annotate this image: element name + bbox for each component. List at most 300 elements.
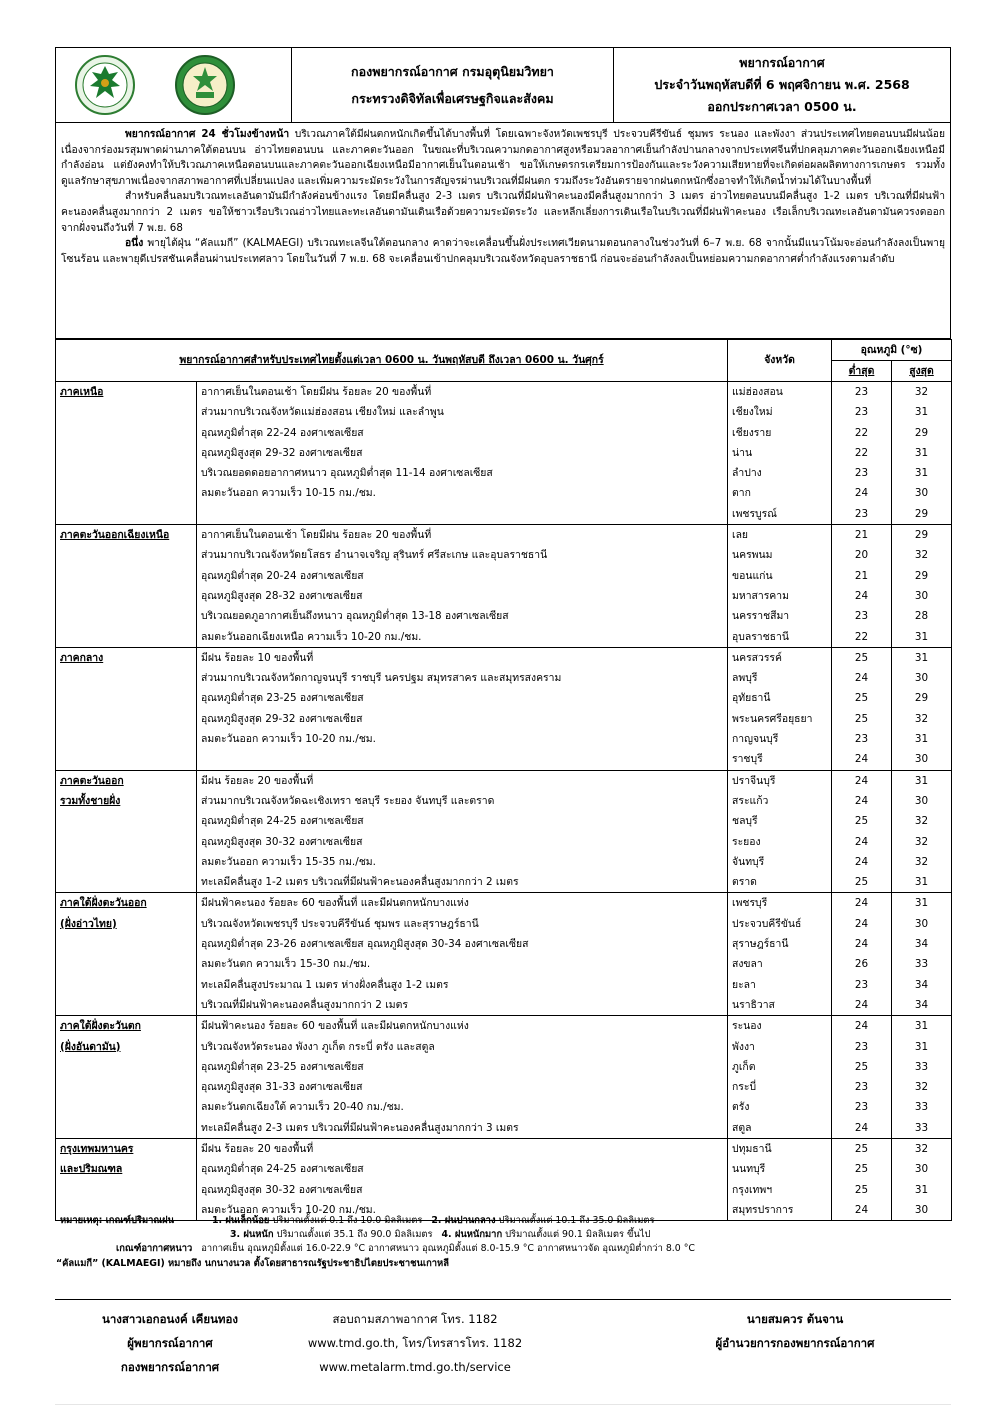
summary-paragraph-1 bbox=[61, 127, 945, 189]
max-temp-cell: 28 bbox=[892, 606, 952, 626]
province-cell: จันทบุรี bbox=[728, 852, 832, 872]
max-temp-cell: 31 bbox=[892, 770, 952, 791]
max-temp-cell: 30 bbox=[892, 791, 952, 811]
province-cell: ปราจีนบุรี bbox=[728, 770, 832, 791]
forecast-text-cell: บริเวณจังหวัดเพชรบุรี ประจวบคีรีขันธ์ ชุมพร และสุราษฎร์ธานี bbox=[197, 914, 728, 934]
rain-level-3: ปริมาณตั้งแต่ 35.1 ถึง 90.0 มิลลิเมตร bbox=[273, 1229, 433, 1241]
min-temp-cell: 24 bbox=[832, 1118, 892, 1139]
region-cell: ภาคตะวันออกเฉียงเหนือ bbox=[56, 525, 197, 546]
min-temp-cell: 25 bbox=[832, 1057, 892, 1077]
region-cell: (ฝั่งอ่าวไทย) bbox=[56, 914, 197, 934]
header bbox=[55, 47, 951, 123]
province-cell: เชียงราย bbox=[728, 423, 832, 443]
min-temp-cell: 22 bbox=[832, 627, 892, 648]
max-temp-cell: 31 bbox=[892, 463, 952, 483]
min-temp-cell: 23 bbox=[832, 1097, 892, 1117]
rain-criteria-label: หมายเหตุ: เกณฑ์ปริมาณฝน bbox=[60, 1215, 174, 1226]
min-temp-cell: 21 bbox=[832, 525, 892, 546]
max-temp-cell: 34 bbox=[892, 995, 952, 1016]
province-cell: นนทบุรี bbox=[728, 1159, 832, 1179]
max-temp-cell: 29 bbox=[892, 566, 952, 586]
contact-service-link[interactable]: www.metalarm.tmd.go.th/service bbox=[319, 1360, 511, 1374]
table-row bbox=[56, 975, 952, 995]
notes bbox=[56, 1214, 950, 1271]
storm-name-note bbox=[56, 1257, 950, 1271]
province-cell: น่าน bbox=[728, 443, 832, 463]
min-temp-cell: 23 bbox=[832, 729, 892, 749]
max-temp-cell: 31 bbox=[892, 402, 952, 422]
table-row bbox=[56, 709, 952, 729]
province-cell: สุราษฎร์ธานี bbox=[728, 934, 832, 954]
forecast-text-cell: อุณหภูมิสูงสุด 31-33 องศาเซลเซียส bbox=[197, 1077, 728, 1097]
province-cell: พังงา bbox=[728, 1037, 832, 1057]
region-cell bbox=[56, 832, 197, 852]
max-temp-cell: 31 bbox=[892, 1037, 952, 1057]
region-cell bbox=[56, 483, 197, 503]
table-row bbox=[56, 872, 952, 893]
min-temp-cell: 24 bbox=[832, 1016, 892, 1037]
min-temp-cell: 22 bbox=[832, 443, 892, 463]
cold-criteria-label: เกณฑ์อากาศหนาว bbox=[116, 1243, 193, 1255]
province-cell: ตรัง bbox=[728, 1097, 832, 1117]
max-temp-cell: 32 bbox=[892, 1077, 952, 1097]
region-cell bbox=[56, 1057, 197, 1077]
max-temp-cell: 30 bbox=[892, 668, 952, 688]
forecaster-name: นางสาวเอกอนงค์ เคียนทอง bbox=[101, 1312, 239, 1326]
table-row bbox=[56, 1016, 952, 1037]
min-temp-cell: 21 bbox=[832, 566, 892, 586]
province-cell: ราชบุรี bbox=[728, 749, 832, 770]
min-temp-cell: 25 bbox=[832, 811, 892, 831]
province-cell: แม่ฮ่องสอน bbox=[728, 382, 832, 403]
forecast-text-cell: ลมตะวันตกเฉียงใต้ ความเร็ว 20-40 กม./ชม. bbox=[197, 1097, 728, 1117]
contact-info bbox=[290, 1307, 540, 1379]
table-row bbox=[56, 627, 952, 648]
forecast-text-cell: อุณหภูมิสูงสุด 29-32 องศาเซลเซียส bbox=[197, 709, 728, 729]
forecast-text-cell: ส่วนมากบริเวณจังหวัดยโสธร อำนาจเจริญ สุรินทร์ ศรีสะเกษ และอุบลราชธานี bbox=[197, 545, 728, 565]
forecast-text-cell: อุณหภูมิต่ำสุด 23-25 องศาเซลเซียส bbox=[197, 1057, 728, 1077]
region-cell bbox=[56, 1180, 197, 1200]
region-cell: ภาคเหนือ bbox=[56, 382, 197, 403]
min-temp-cell: 25 bbox=[832, 1138, 892, 1159]
table-row bbox=[56, 483, 952, 503]
logo-cell bbox=[56, 48, 292, 122]
province-cell: นครพนม bbox=[728, 545, 832, 565]
min-temp-cell: 22 bbox=[832, 423, 892, 443]
province-cell: สตูล bbox=[728, 1118, 832, 1139]
min-temp-cell: 23 bbox=[832, 1077, 892, 1097]
title-line1: พยากรณ์อากาศ bbox=[739, 55, 825, 70]
max-temp-cell: 33 bbox=[892, 1097, 952, 1117]
min-temp-cell: 25 bbox=[832, 709, 892, 729]
region-cell bbox=[56, 566, 197, 586]
rain-level-2-label: 2. ฝนปานกลาง bbox=[431, 1215, 496, 1226]
max-temp-cell: 29 bbox=[892, 504, 952, 525]
province-cell: นราธิวาส bbox=[728, 995, 832, 1016]
province-cell: ภูเก็ต bbox=[728, 1057, 832, 1077]
storm-lead: อนึ่ง bbox=[125, 237, 144, 250]
max-temp-cell: 33 bbox=[892, 1057, 952, 1077]
province-cell: สมุทรปราการ bbox=[728, 1200, 832, 1221]
min-temp-cell: 23 bbox=[832, 382, 892, 403]
footer-divider bbox=[55, 1299, 951, 1300]
min-temp-cell: 23 bbox=[832, 504, 892, 525]
table-row bbox=[56, 811, 952, 831]
region-cell bbox=[56, 954, 197, 974]
forecast-text-cell: มีฝนฟ้าคะนอง ร้อยละ 60 ของพื้นที่ และมีฝนตกหนักบางแห่ง bbox=[197, 893, 728, 914]
table-row bbox=[56, 1077, 952, 1097]
region-cell bbox=[56, 586, 197, 606]
table-row bbox=[56, 586, 952, 606]
forecast-text-cell: บริเวณที่มีฝนฟ้าคะนองคลื่นสูงมากกว่า 2 เมตร bbox=[197, 995, 728, 1016]
forecast-text-cell: ส่วนมากบริเวณจังหวัดแม่ฮ่องสอน เชียงใหม่ และลำพูน bbox=[197, 402, 728, 422]
min-temp-cell: 24 bbox=[832, 893, 892, 914]
max-temp-cell: 30 bbox=[892, 914, 952, 934]
table-row bbox=[56, 934, 952, 954]
rain-level-3-label: 3. ฝนหนัก bbox=[230, 1229, 274, 1241]
province-cell: ขอนแก่น bbox=[728, 566, 832, 586]
region-cell bbox=[56, 1097, 197, 1117]
forecast-text-cell bbox=[197, 749, 728, 770]
title-block bbox=[614, 48, 950, 122]
table-row bbox=[56, 668, 952, 688]
forecast-text-cell: ลมตะวันออก ความเร็ว 10-15 กม./ชม. bbox=[197, 483, 728, 503]
min-temp-cell: 24 bbox=[832, 483, 892, 503]
forecast-text-cell: อากาศเย็นในตอนเช้า โดยมีฝน ร้อยละ 20 ของพื้นที่ bbox=[197, 382, 728, 403]
province-cell: นครสวรรค์ bbox=[728, 647, 832, 668]
province-cell: เชียงใหม่ bbox=[728, 402, 832, 422]
region-cell bbox=[56, 1077, 197, 1097]
table-row bbox=[56, 1057, 952, 1077]
title-line2: ประจำวันพฤหัสบดีที่ 6 พฤศจิกายน พ.ศ. 2568 bbox=[654, 77, 910, 92]
max-temp-cell: 33 bbox=[892, 954, 952, 974]
table-row bbox=[56, 402, 952, 422]
forecaster-dept: กองพยากรณ์อากาศ bbox=[120, 1360, 220, 1374]
province-cell: นครราชสีมา bbox=[728, 606, 832, 626]
min-temp-cell: 23 bbox=[832, 463, 892, 483]
garuda-seal-icon bbox=[74, 54, 136, 116]
max-temp-cell: 31 bbox=[892, 1180, 952, 1200]
province-cell: เพชรบุรี bbox=[728, 893, 832, 914]
province-cell: ลพบุรี bbox=[728, 668, 832, 688]
max-temp-cell: 34 bbox=[892, 975, 952, 995]
region-cell: (ฝั่งอันดามัน) bbox=[56, 1037, 197, 1057]
table-row bbox=[56, 423, 952, 443]
forecast-text-cell: อุณหภูมิต่ำสุด 23-26 องศาเซลเซียส อุณหภูมิสูงสุด 30-34 องศาเซลเซียส bbox=[197, 934, 728, 954]
province-cell: อุทัยธานี bbox=[728, 688, 832, 708]
rain-level-1-label: 1. ฝนเล็กน้อย bbox=[211, 1215, 270, 1226]
table-row bbox=[56, 893, 952, 914]
col-temp-header: อุณหภูมิ (°ซ) bbox=[832, 340, 952, 361]
province-cell: สระแก้ว bbox=[728, 791, 832, 811]
max-temp-cell: 32 bbox=[892, 1138, 952, 1159]
region-cell bbox=[56, 545, 197, 565]
province-cell: ระยอง bbox=[728, 832, 832, 852]
table-row bbox=[56, 852, 952, 872]
forecast-text-cell: ทะเลมีคลื่นสูง 2-3 เมตร บริเวณที่มีฝนฟ้าคะนองคลื่นสูงมากกว่า 3 เมตร bbox=[197, 1118, 728, 1139]
min-temp-cell: 23 bbox=[832, 975, 892, 995]
min-temp-cell: 23 bbox=[832, 606, 892, 626]
table-row bbox=[56, 504, 952, 525]
forecast-text-cell: อุณหภูมิสูงสุด 30-32 องศาเซลเซียส bbox=[197, 1180, 728, 1200]
forecast-text-cell: ลมตะวันออก ความเร็ว 10-20 กม./ชม. bbox=[197, 729, 728, 749]
max-temp-cell: 31 bbox=[892, 443, 952, 463]
region-cell bbox=[56, 709, 197, 729]
forecaster-signature bbox=[60, 1307, 280, 1379]
forecast-text-cell: มีฝน ร้อยละ 20 ของพื้นที่ bbox=[197, 1138, 728, 1159]
province-cell: อุบลราชธานี bbox=[728, 627, 832, 648]
forecast-text-cell: ทะเลมีคลื่นสูงประมาณ 1 เมตร ห่างฝั่งคลื่นสูง 1-2 เมตร bbox=[197, 975, 728, 995]
min-temp-cell: 24 bbox=[832, 770, 892, 791]
region-cell: ภาคตะวันออก bbox=[56, 770, 197, 791]
col-province-header: จังหวัด bbox=[728, 340, 832, 382]
province-cell: ปทุมธานี bbox=[728, 1138, 832, 1159]
max-temp-cell: 32 bbox=[892, 382, 952, 403]
min-temp-cell: 25 bbox=[832, 647, 892, 668]
region-cell bbox=[56, 504, 197, 525]
forecast-text-cell: ส่วนมากบริเวณจังหวัดฉะเชิงเทรา ชลบุรี ระยอง จันทบุรี และตราด bbox=[197, 791, 728, 811]
min-temp-cell: 24 bbox=[832, 586, 892, 606]
table-row bbox=[56, 954, 952, 974]
forecaster-role: ผู้พยากรณ์อากาศ bbox=[127, 1336, 213, 1350]
min-temp-cell: 24 bbox=[832, 914, 892, 934]
rain-level-2: ปริมาณตั้งแต่ 10.1 ถึง 35.0 มิลลิเมตร bbox=[495, 1215, 655, 1226]
min-temp-cell: 25 bbox=[832, 872, 892, 893]
region-cell bbox=[56, 729, 197, 749]
region-cell bbox=[56, 934, 197, 954]
rain-level-4: ปริมาณตั้งแต่ 90.1 มิลลิเมตร ขึ้นไป bbox=[502, 1229, 651, 1241]
forecast-summary bbox=[55, 123, 951, 339]
forecast-text-cell: ลมตะวันออก ความเร็ว 15-35 กม./ชม. bbox=[197, 852, 728, 872]
forecast-text-cell: มีฝนฟ้าคะนอง ร้อยละ 60 ของพื้นที่ และมีฝนตกหนักบางแห่ง bbox=[197, 1016, 728, 1037]
table-row bbox=[56, 729, 952, 749]
province-cell: กาญจนบุรี bbox=[728, 729, 832, 749]
region-cell bbox=[56, 402, 197, 422]
summary-paragraph-2: สำหรับคลื่นลมบริเวณทะเลอันดามันมีกำลังค่อนข้างแรง โดยมีคลื่นสูง 2-3 เมตร บริเวณที่มีฝนฟ้าคะนองมีคลื่นสูงมากกว่า 3 เมตร อ่าวไทยตอนบนมีคลื่นสูง 1-2 เมตร บริเวณที่มีฝนฟ้าคะนองคลื่นสูงมากกว่า 2 เมตร ขอให้ชาวเรือบริเวณอ่าวไทยและทะเลอันดามันเดินเรือด้วยความระมัดระวัง และหลีกเลี่ยงการเดินเรือในบริเวณที่มีฝนฟ้าคะนอง เรือเล็กบริเวณทะเลอันดามันควรงดออกจากฝั่งจนถึงวันที่ 7 พ.ย. 68 bbox=[61, 190, 945, 234]
forecast-text-cell: ลมตะวันออกเฉียงเหนือ ความเร็ว 10-20 กม./ชม. bbox=[197, 627, 728, 648]
tmd-seal-icon bbox=[174, 54, 236, 116]
min-temp-cell: 25 bbox=[832, 1159, 892, 1179]
forecast-text-cell: มีฝน ร้อยละ 10 ของพื้นที่ bbox=[197, 647, 728, 668]
region-cell: ภาคใต้ฝั่งตะวันออก bbox=[56, 893, 197, 914]
cold-criteria-row bbox=[60, 1242, 950, 1256]
forecast-text-cell: อุณหภูมิสูงสุด 29-32 องศาเซลเซียส bbox=[197, 443, 728, 463]
rain-criteria-row-2 bbox=[60, 1228, 950, 1242]
region-cell: รวมทั้งชายฝั่ง bbox=[56, 791, 197, 811]
forecast-text-cell: อุณหภูมิต่ำสุด 20-24 องศาเซลเซียส bbox=[197, 566, 728, 586]
province-cell: ชลบุรี bbox=[728, 811, 832, 831]
province-cell: ระนอง bbox=[728, 1016, 832, 1037]
min-temp-cell: 24 bbox=[832, 749, 892, 770]
summary-paragraph-3 bbox=[61, 236, 945, 267]
region-cell bbox=[56, 688, 197, 708]
contact-phone: สอบถามสภาพอากาศ โทร. 1182 bbox=[332, 1312, 498, 1326]
forecast-text-cell bbox=[197, 504, 728, 525]
region-cell: กรุงเทพมหานคร bbox=[56, 1138, 197, 1159]
max-temp-cell: 32 bbox=[892, 852, 952, 872]
forecast-text-cell: อุณหภูมิต่ำสุด 24-25 องศาเซลเซียส bbox=[197, 811, 728, 831]
table-row bbox=[56, 1037, 952, 1057]
min-temp-cell: 20 bbox=[832, 545, 892, 565]
province-cell: เพชรบูรณ์ bbox=[728, 504, 832, 525]
forecast-text-cell: ส่วนมากบริเวณจังหวัดกาญจนบุรี ราชบุรี นครปฐม สมุทรสาคร และสมุทรสงคราม bbox=[197, 668, 728, 688]
region-cell: และปริมณฑล bbox=[56, 1159, 197, 1179]
table-row bbox=[56, 463, 952, 483]
forecast-text-cell: อุณหภูมิต่ำสุด 24-25 องศาเซลเซียส bbox=[197, 1159, 728, 1179]
summary-lead: พยากรณ์อากาศ 24 ชั่วโมงข้างหน้า bbox=[125, 128, 290, 140]
province-cell: ตราด bbox=[728, 872, 832, 893]
col-forecast-header: พยากรณ์อากาศสำหรับประเทศไทยตั้งแต่เวลา 0600 น. วันพฤหัสบดี ถึงเวลา 0600 น. วันศุกร์ bbox=[56, 340, 728, 382]
min-temp-cell: 24 bbox=[832, 668, 892, 688]
forecast-text-cell: ลมตะวันออก ความเร็ว 10-20 กม./ชม. bbox=[197, 1200, 728, 1221]
min-temp-cell: 25 bbox=[832, 1180, 892, 1200]
forecast-text-cell: อุณหภูมิต่ำสุด 22-24 องศาเซลเซียส bbox=[197, 423, 728, 443]
forecast-text-cell: บริเวณยอดภูอากาศเย็นถึงหนาว อุณหภูมิต่ำสุด 13-18 องศาเซลเซียส bbox=[197, 606, 728, 626]
min-temp-cell: 26 bbox=[832, 954, 892, 974]
province-cell: มหาสารคาม bbox=[728, 586, 832, 606]
max-temp-cell: 29 bbox=[892, 525, 952, 546]
forecast-text-cell: ลมตะวันตก ความเร็ว 15-30 กม./ชม. bbox=[197, 954, 728, 974]
province-cell: พระนครศรีอยุธยา bbox=[728, 709, 832, 729]
agency-block bbox=[292, 48, 614, 122]
table-row bbox=[56, 1159, 952, 1179]
director-role: ผู้อำนวยการกองพยากรณ์อากาศ bbox=[715, 1336, 875, 1350]
region-cell bbox=[56, 463, 197, 483]
page-bottom-line bbox=[55, 1404, 951, 1405]
max-temp-cell: 31 bbox=[892, 729, 952, 749]
min-temp-cell: 24 bbox=[832, 934, 892, 954]
max-temp-cell: 31 bbox=[892, 872, 952, 893]
region-cell bbox=[56, 852, 197, 872]
max-temp-cell: 31 bbox=[892, 893, 952, 914]
table-row bbox=[56, 688, 952, 708]
province-cell: กรุงเทพฯ bbox=[728, 1180, 832, 1200]
region-cell: ภาคกลาง bbox=[56, 647, 197, 668]
max-temp-cell: 32 bbox=[892, 545, 952, 565]
table-row bbox=[56, 606, 952, 626]
rain-level-4-label: 4. ฝนหนักมาก bbox=[441, 1229, 503, 1241]
table-row bbox=[56, 525, 952, 546]
province-cell: ตาก bbox=[728, 483, 832, 503]
region-cell bbox=[56, 443, 197, 463]
min-temp-cell: 25 bbox=[832, 688, 892, 708]
col-max-header: สูงสุด bbox=[892, 361, 952, 382]
contact-website[interactable]: www.tmd.go.th, โทร/โทรสารโทร. 1182 bbox=[307, 1336, 523, 1350]
rain-level-1: ปริมาณตั้งแต่ 0.1 ถึง 10.0 มิลลิเมตร bbox=[269, 1215, 423, 1226]
title-line3: ออกประกาศเวลา 0500 น. bbox=[707, 99, 857, 114]
min-temp-cell: 23 bbox=[832, 402, 892, 422]
max-temp-cell: 32 bbox=[892, 832, 952, 852]
table-row bbox=[56, 1118, 952, 1139]
region-cell bbox=[56, 975, 197, 995]
table-row bbox=[56, 382, 952, 403]
forecast-text-cell: อุณหภูมิสูงสุด 28-32 องศาเซลเซียส bbox=[197, 586, 728, 606]
max-temp-cell: 29 bbox=[892, 688, 952, 708]
province-cell: ยะลา bbox=[728, 975, 832, 995]
min-temp-cell: 24 bbox=[832, 832, 892, 852]
cold-criteria-text: อากาศเย็น อุณหภูมิตั้งแต่ 16.0-22.9 °C อากาศหนาว อุณหภูมิตั้งแต่ 8.0-15.9 °C อากาศหนาวจัด อุณหภูมิต่ำกว่า 8.0 °C bbox=[201, 1243, 695, 1255]
max-temp-cell: 34 bbox=[892, 934, 952, 954]
forecast-text-cell: อุณหภูมิสูงสุด 30-32 องศาเซลเซียส bbox=[197, 832, 728, 852]
table-row bbox=[56, 832, 952, 852]
max-temp-cell: 30 bbox=[892, 1200, 952, 1221]
province-cell: เลย bbox=[728, 525, 832, 546]
region-cell: ภาคใต้ฝั่งตะวันตก bbox=[56, 1016, 197, 1037]
region-cell bbox=[56, 872, 197, 893]
agency-line1: กองพยากรณ์อากาศ กรมอุตุนิยมวิทยา bbox=[351, 64, 554, 79]
province-cell: ประจวบคีรีขันธ์ bbox=[728, 914, 832, 934]
table-row bbox=[56, 1097, 952, 1117]
region-cell bbox=[56, 1118, 197, 1139]
max-temp-cell: 29 bbox=[892, 423, 952, 443]
max-temp-cell: 32 bbox=[892, 811, 952, 831]
max-temp-cell: 33 bbox=[892, 1118, 952, 1139]
table-row bbox=[56, 647, 952, 668]
region-cell bbox=[56, 749, 197, 770]
forecast-text-cell: บริเวณจังหวัดระนอง พังงา ภูเก็ต กระบี่ ตรัง และสตูล bbox=[197, 1037, 728, 1057]
max-temp-cell: 30 bbox=[892, 483, 952, 503]
table-row bbox=[56, 791, 952, 811]
max-temp-cell: 30 bbox=[892, 749, 952, 770]
province-cell: กระบี่ bbox=[728, 1077, 832, 1097]
forecast-table bbox=[55, 339, 952, 1221]
director-name: นายสมควร ต้นจาน bbox=[746, 1312, 844, 1326]
region-cell bbox=[56, 995, 197, 1016]
forecast-text-cell: อุณหภูมิต่ำสุด 23-25 องศาเซลเซียส bbox=[197, 688, 728, 708]
table-row bbox=[56, 995, 952, 1016]
max-temp-cell: 31 bbox=[892, 627, 952, 648]
table-row bbox=[56, 770, 952, 791]
forecast-text-cell: มีฝน ร้อยละ 20 ของพื้นที่ bbox=[197, 770, 728, 791]
region-cell bbox=[56, 668, 197, 688]
table-row bbox=[56, 545, 952, 565]
rain-criteria-row-1 bbox=[60, 1214, 950, 1228]
region-cell bbox=[56, 606, 197, 626]
table-row bbox=[56, 749, 952, 770]
table-row bbox=[56, 914, 952, 934]
region-cell bbox=[56, 627, 197, 648]
province-cell: สงขลา bbox=[728, 954, 832, 974]
min-temp-cell: 24 bbox=[832, 852, 892, 872]
max-temp-cell: 31 bbox=[892, 1016, 952, 1037]
max-temp-cell: 31 bbox=[892, 647, 952, 668]
storm-name-text: “คัลแมกี” (KALMAEGI) หมายถึง นกนางนวล ตั้งโดยสาธารณรัฐประชาธิปไตยประชาชนเกาหลี bbox=[56, 1257, 449, 1269]
table-row bbox=[56, 443, 952, 463]
min-temp-cell: 24 bbox=[832, 791, 892, 811]
max-temp-cell: 30 bbox=[892, 586, 952, 606]
forecast-text-cell: อากาศเย็นในตอนเช้า โดยมีฝน ร้อยละ 20 ของพื้นที่ bbox=[197, 525, 728, 546]
summary-text: บริเวณภาคใต้มีฝนตกหนักเกิดขึ้นได้บางพื้นที่ โดยเฉพาะจังหวัดเพชรบุรี ประจวบคีรีขันธ์ ชุมพร ระนอง และพังงา ส่วนประเทศไทยตอนบนมีฝนน้อย เนื่องจากร่องมรสุมพาดผ่านภาคใต้ตอนบน อ่าวไทยตอนบน และภาคตะวันออก ในขณะที่บริเวณความกดอากาศสูงหรือมวลอากาศเย็นกำลังปานกลางจากประเทศจีนที่ปกคลุมภาคตะวันออกเฉียงเหนือมีกำลังอ่อน แต่ยังคงทำให้บริเวณภาคเหนือตอนบนและภาคตะวันออกเฉียงเหนือมีอากาศเย็นในตอนเช้า ขอให้เกษตรกรเตรียมการป้องกันและระวังความเสียหายที่จะเกิดต่อผลผลิตทางการเกษตร รวมทั้งดูแลรักษาสุขภาพเนื่องจากสภาพอากาศที่เปลี่ยนแปลง และเพิ่มความระมัดระวังในการสัญจรผ่านบริเวณที่มีฝนตก รวมถึงระวังอันตรายจากฝนตกหนักซึ่งอาจทำให้เกิดน้ำท่วมได้ในบางพื้นที่ bbox=[61, 128, 945, 187]
province-cell: ลำปาง bbox=[728, 463, 832, 483]
forecast-rows bbox=[56, 382, 952, 1221]
region-cell bbox=[56, 423, 197, 443]
min-temp-cell: 23 bbox=[832, 1037, 892, 1057]
agency-line2: กระทรวงดิจิทัลเพื่อเศรษฐกิจและสังคม bbox=[351, 91, 554, 106]
region-cell bbox=[56, 811, 197, 831]
table-row bbox=[56, 566, 952, 586]
col-min-header: ต่ำสุด bbox=[832, 361, 892, 382]
forecast-text-cell: ทะเลมีคลื่นสูง 1-2 เมตร บริเวณที่มีฝนฟ้าคะนองคลื่นสูงมากกว่า 2 เมตร bbox=[197, 872, 728, 893]
table-row bbox=[56, 1138, 952, 1159]
min-temp-cell: 24 bbox=[832, 995, 892, 1016]
forecast-text-cell: บริเวณยอดดอยอากาศหนาว อุณหภูมิต่ำสุด 11-14 องศาเซลเซียส bbox=[197, 463, 728, 483]
max-temp-cell: 30 bbox=[892, 1159, 952, 1179]
director-signature bbox=[660, 1307, 930, 1355]
storm-text: พายุไต้ฝุ่น “คัลแมกี” (KALMAEGI) บริเวณทะเลจีนใต้ตอนกลาง คาดว่าจะเคลื่อนขึ้นฝั่งประเทศเวียดนามตอนกลางในช่วงวันที่ 6–7 พ.ย. 68 จากนั้นมีแนวโน้มจะอ่อนกำลังลงเป็นพายุโซนร้อน และพายุดีเปรสชันเคลื่อนผ่านประเทศลาว โดยในวันที่ 7 พ.ย. 68 จะเคลื่อนเข้าปกคลุมบริเวณจังหวัดอุบลราชธานี ก่อนจะอ่อนกำลังลงเป็นหย่อมความกดอากาศต่ำกำลังแรงตามลำดับ bbox=[61, 237, 945, 265]
min-temp-cell: 24 bbox=[832, 1200, 892, 1221]
max-temp-cell: 32 bbox=[892, 709, 952, 729]
table-row bbox=[56, 1180, 952, 1200]
